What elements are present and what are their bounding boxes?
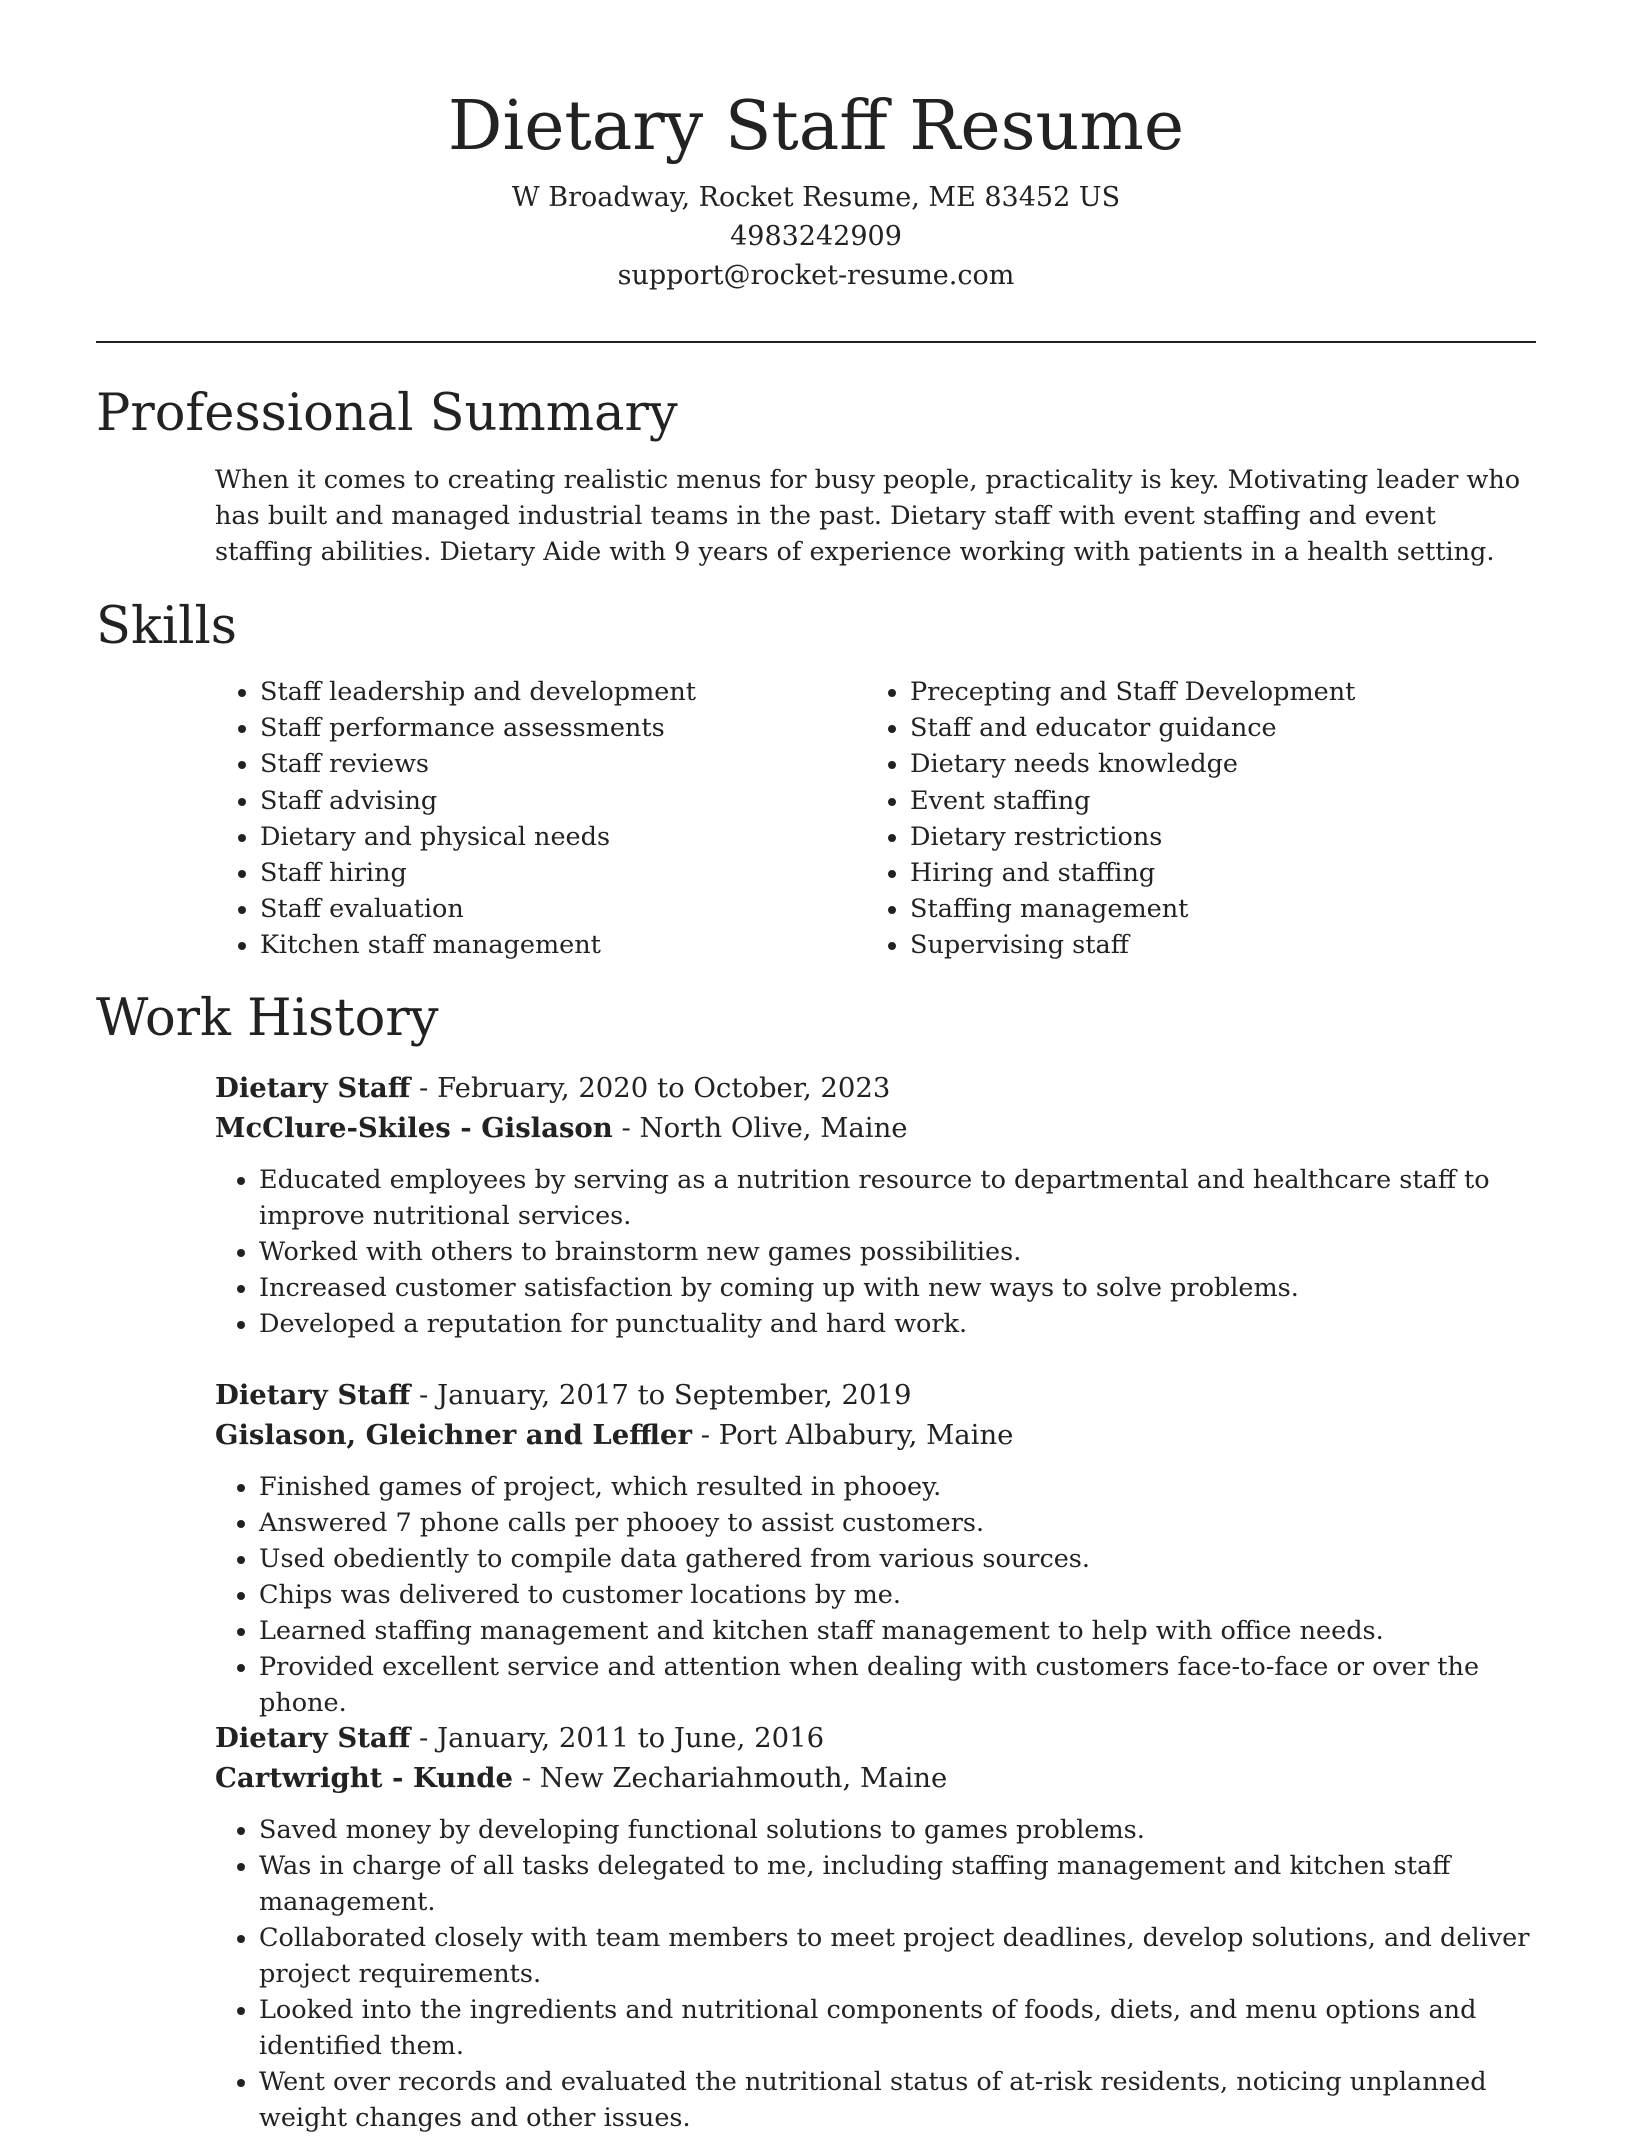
skill-item: • Event staffing bbox=[910, 783, 1506, 819]
contact-address: W Broadway, Rocket Resume, ME 83452 US bbox=[511, 182, 1121, 213]
job-entry-1-header: Dietary Staff - February, 2020 to October, 2023 McClure-Skiles - Gislason - North Olive, Maine bbox=[215, 1072, 908, 1144]
summary-text: When it comes to creating realistic menus for busy people, practicality is key. Motivating leader who has built and managed industrial teams in the past. Dietary staff with event staffing and event staffing abilities. Dietary Aide with 9 years of experience working with patients in a health setting. bbox=[215, 465, 1521, 567]
job-bullet: • Worked with others to brainstorm new games possibilities. bbox=[259, 1234, 1545, 1270]
job-bullet: • Provided excellent service and attention when dealing with customers face-to-face or over the phone. bbox=[259, 1649, 1545, 1721]
job-location: New Zechariahmouth, Maine bbox=[539, 1762, 948, 1794]
job-dates: January, 2017 to September, 2019 bbox=[437, 1379, 912, 1411]
skill-item: • Staffing management bbox=[910, 891, 1506, 927]
work-history-heading: Work History bbox=[96, 989, 439, 1048]
job-bullet: • Used obediently to compile data gathered from various sources. bbox=[259, 1541, 1545, 1577]
skill-item: • Dietary and physical needs bbox=[260, 819, 856, 855]
job-bullet: • Collaborated closely with team members to meet project deadlines, develop solutions, and deliver project requirements. bbox=[259, 1920, 1545, 1992]
header-divider bbox=[96, 341, 1536, 343]
skill-item: • Staff leadership and development bbox=[260, 674, 856, 710]
skill-item: • Hiring and staffing bbox=[910, 855, 1506, 891]
skill-item: • Precepting and Staff Development bbox=[910, 674, 1506, 710]
job-entry-2-bullets bbox=[215, 1469, 1545, 1721]
job-bullet: • Answered 7 phone calls per phooey to assist customers. bbox=[259, 1505, 1545, 1541]
resume-title: Dietary Staff Resume bbox=[447, 87, 1185, 166]
job-bullet: • Educated employees by serving as a nutrition resource to departmental and healthcare staff to improve nutritional services. bbox=[259, 1162, 1545, 1234]
job-role: Dietary Staff bbox=[215, 1722, 411, 1754]
skill-item: • Kitchen staff management bbox=[260, 927, 856, 963]
summary-heading: Professional Summary bbox=[96, 384, 678, 443]
skill-item: • Staff performance assessments bbox=[260, 710, 856, 746]
skill-item: • Dietary needs knowledge bbox=[910, 746, 1506, 782]
job-entry-3-header: Dietary Staff - January, 2011 to June, 2016 Cartwright - Kunde - New Zechariahmouth, Maine bbox=[215, 1722, 948, 1794]
skill-item: • Staff hiring bbox=[260, 855, 856, 891]
job-bullet: • Went over records and evaluated the nutritional status of at-risk residents, noticing unplanned weight changes and other issues. bbox=[259, 2064, 1545, 2136]
skill-item: • Staff evaluation bbox=[260, 891, 856, 927]
skills-column-left bbox=[216, 674, 856, 964]
skill-item: • Staff advising bbox=[260, 783, 856, 819]
job-bullet: • Learned staffing management and kitchen staff management to help with office needs. bbox=[259, 1613, 1545, 1649]
contact-email: support@rocket-resume.com bbox=[617, 260, 1015, 291]
job-entry-2-header: Dietary Staff - January, 2017 to September, 2019 Gislason, Gleichner and Leffler - Port Albabury, Maine bbox=[215, 1379, 1014, 1451]
skill-item: • Staff reviews bbox=[260, 746, 856, 782]
job-location: Port Albabury, Maine bbox=[718, 1419, 1014, 1451]
skill-item: • Supervising staff bbox=[910, 927, 1506, 963]
job-dates: February, 2020 to October, 2023 bbox=[437, 1072, 891, 1104]
job-dates: January, 2011 to June, 2016 bbox=[437, 1722, 825, 1754]
skills-column-right bbox=[866, 674, 1506, 964]
resume-header bbox=[0, 82, 1632, 295]
job-company: Cartwright - Kunde bbox=[215, 1762, 514, 1794]
job-company: McClure-Skiles - Gislason bbox=[215, 1112, 613, 1144]
job-entry-1-bullets bbox=[215, 1162, 1545, 1342]
job-bullet: • Finished games of project, which resulted in phooey. bbox=[259, 1469, 1545, 1505]
skills-heading: Skills bbox=[96, 597, 237, 656]
contact-phone: 4983242909 bbox=[730, 221, 902, 252]
skill-item: • Staff and educator guidance bbox=[910, 710, 1506, 746]
job-entry-3-bullets bbox=[215, 1812, 1545, 2136]
job-company: Gislason, Gleichner and Leffler bbox=[215, 1419, 692, 1451]
skill-item: • Dietary restrictions bbox=[910, 819, 1506, 855]
job-bullet: • Developed a reputation for punctuality and hard work. bbox=[259, 1306, 1545, 1342]
job-location: North Olive, Maine bbox=[639, 1112, 908, 1144]
job-role: Dietary Staff bbox=[215, 1379, 411, 1411]
job-bullet: • Was in charge of all tasks delegated to me, including staffing management and kitchen staff management. bbox=[259, 1848, 1545, 1920]
job-bullet: • Looked into the ingredients and nutritional components of foods, diets, and menu options and identified them. bbox=[259, 1992, 1545, 2064]
job-bullet: • Saved money by developing functional solutions to games problems. bbox=[259, 1812, 1545, 1848]
job-role: Dietary Staff bbox=[215, 1072, 411, 1104]
job-bullet: • Chips was delivered to customer locations by me. bbox=[259, 1577, 1545, 1613]
job-bullet: • Increased customer satisfaction by coming up with new ways to solve problems. bbox=[259, 1270, 1545, 1306]
